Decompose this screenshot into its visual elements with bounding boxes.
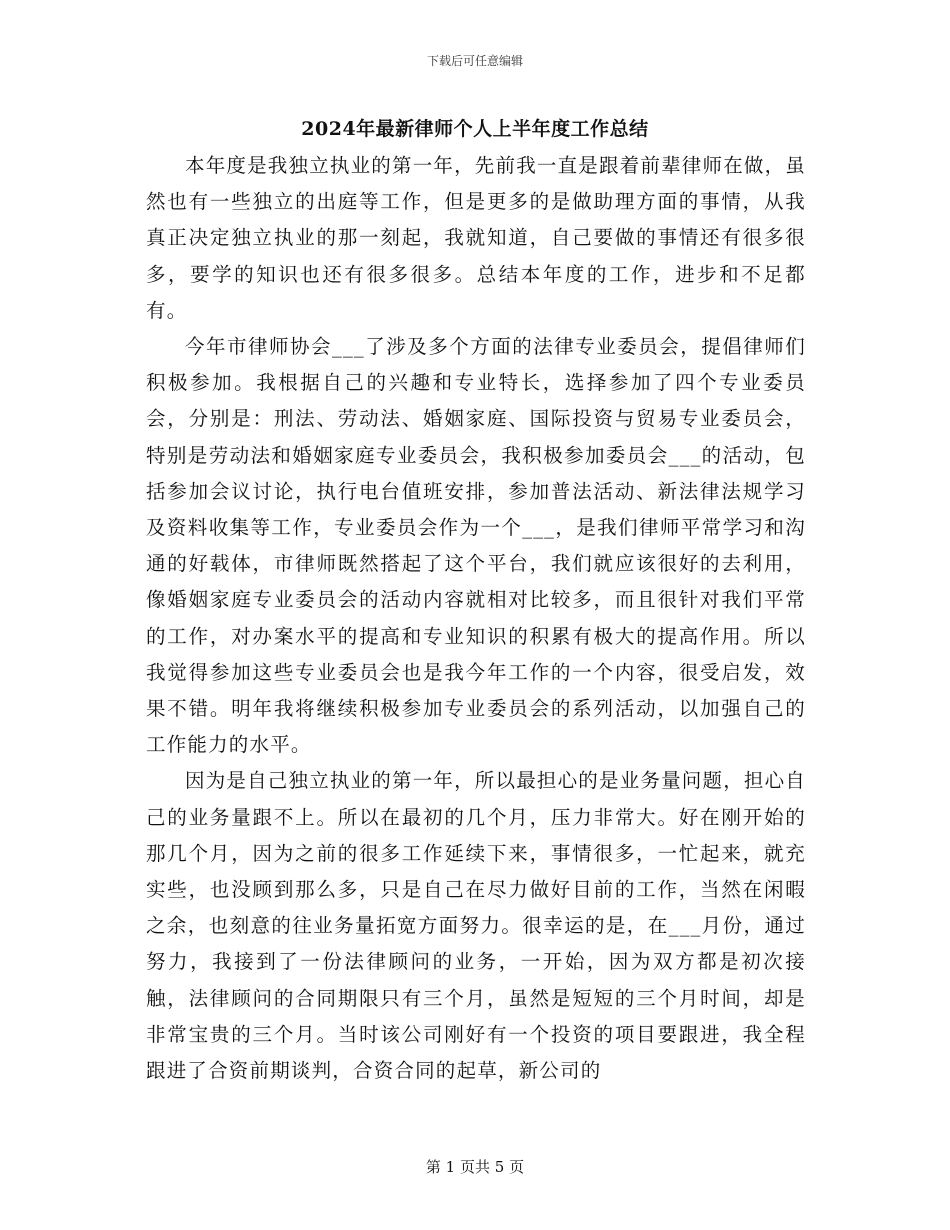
- paragraph-2: 今年市律师协会___了涉及多个方面的法律专业委员会，提倡律师们积极参加。我根据自己的兴趣和专业特长，选择参加了四个专业委员会，分别是：刑法、劳动法、婚姻家庭、国际投资与贸易专业委员会，特别是劳动法和婚姻家庭专业委员会，我积极参加委员会___的活动，包括参加会议讨论，执行电台值班安排，参加普法活动、新法律法规学习及资料收集等工作，专业委员会作为一个___，是我们律师平常学习和沟通的好载体，市律师既然搭起了这个平台，我们就应该很好的去利用，像婚姻家庭专业委员会的活动内容就相对比较多，而且很针对我们平常的工作，对办案水平的提高和专业知识的积累有极大的提高作用。所以我觉得参加这些专业委员会也是我今年工作的一个内容，很受启发，效果不错。明年我将继续积极参加专业委员会的系列活动，以加强自己的工作能力的水平。: [146, 335, 806, 757]
- paragraph-3: 因为是自己独立执业的第一年，所以最担心的是业务量问题，担心自己的业务量跟不上。所以在最初的几个月，压力非常大。好在刚开始的那几个月，因为之前的很多工作延续下来，事情很多，一忙起来，就充实些，也没顾到那么多，只是自己在尽力做好目前的工作，当然在闲暇之余，也刻意的往业务量拓宽方面努力。很幸运的是，在___月份，通过努力，我接到了一份法律顾问的业务，一开始，因为双方都是初次接触，法律顾问的合同期限只有三个月，虽然是短短的三个月时间，却是非常宝贵的三个月。当时该公司刚好有一个投资的项目要跟进，我全程跟进了合资前期谈判，合资合同的起草，新公司的: [146, 769, 807, 1083]
- document-title: 2024年最新律师个人上半年度工作总结: [301, 118, 649, 140]
- page-header-note: 下载后可任意编辑: [426, 54, 523, 68]
- document-body: [146, 148, 806, 1089]
- paragraph-1: 本年度是我独立执业的第一年，先前我一直是跟着前辈律师在做，虽然也有一些独立的出庭等工作，但是更多的是做助理方面的事情，从我真正决定独立执业的那一刻起，我就知道，自己要做的事情还有很多很多，要学的知识也还有很多很多。总结本年度的工作，进步和不足都有。: [146, 154, 807, 322]
- page-number-footer: 第 1 页共 5 页: [425, 1158, 525, 1176]
